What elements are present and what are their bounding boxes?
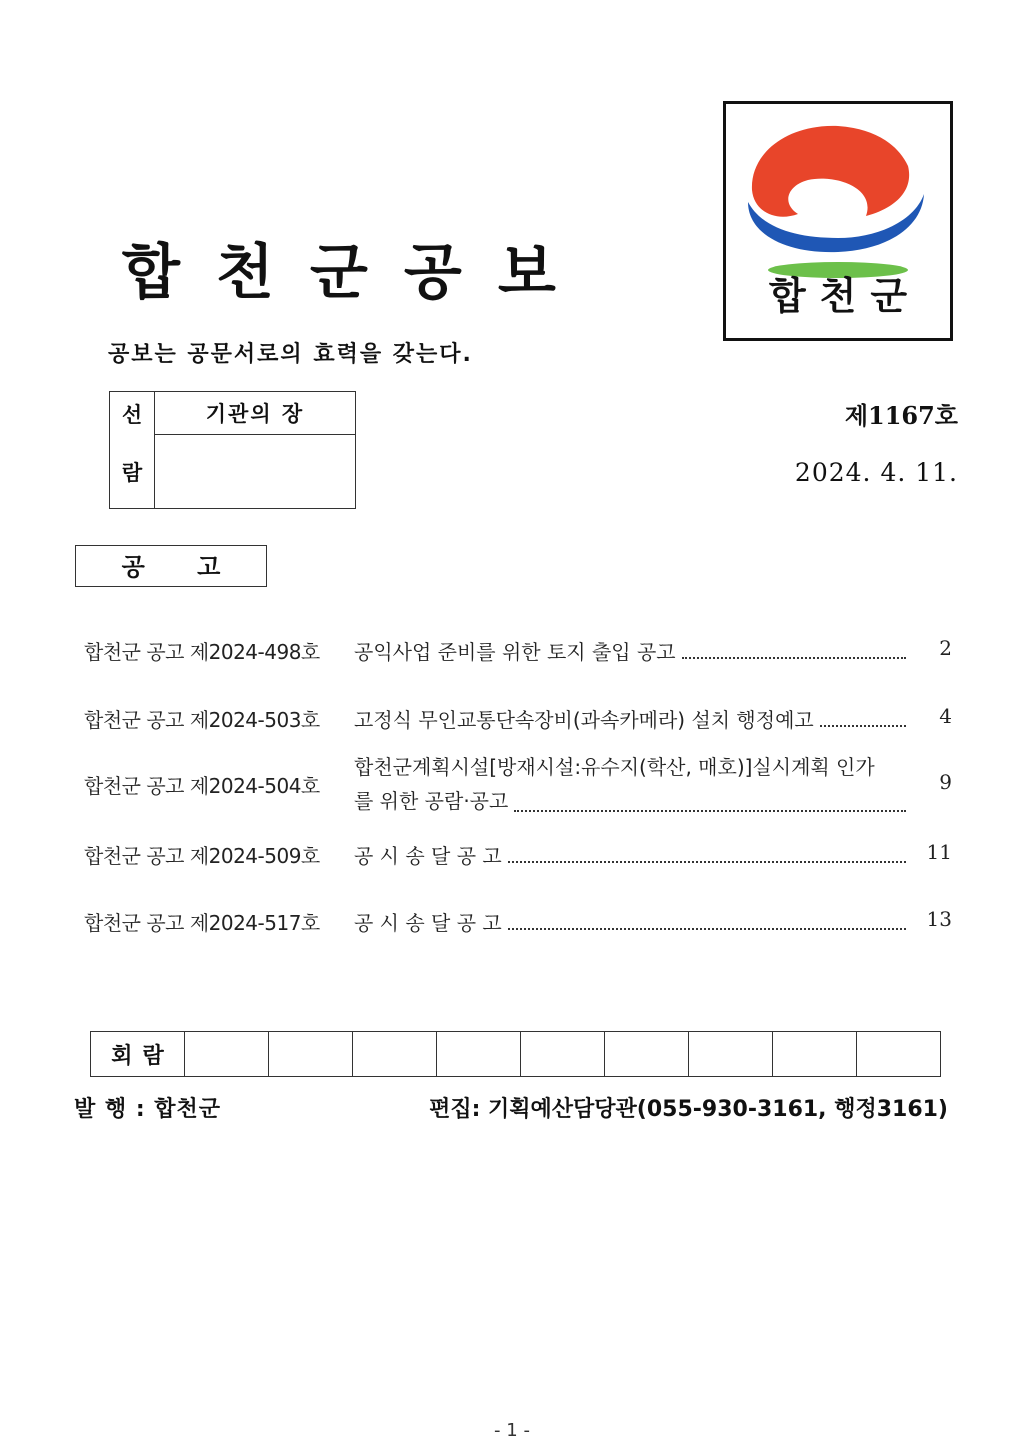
circulation-cell [857,1032,941,1077]
toc-title [354,704,906,733]
circulation-cell [185,1032,269,1077]
toc-leader [508,860,906,863]
reading-label-top: 선 [121,403,143,427]
toc-title [354,750,906,818]
toc-title-line1: 합천군계획시설[방재시설:유수지(학산, 매호)]실시계획 인가 [354,755,875,779]
toc-number: 합천군 공고 제2024-498호 [84,640,320,664]
toc-number: 합천군 공고 제2024-517호 [84,911,320,935]
toc-title-text: 공 시 송 달 공 고 [354,911,502,935]
toc-page: 2 [939,636,952,660]
reading-signature-cell [155,435,356,509]
reading-header: 기관의 장 [155,392,356,435]
circulation-table [90,1031,941,1077]
logo-text: 합천군 [768,274,922,318]
toc-title [354,840,906,869]
toc-page: 11 [926,840,952,864]
logo-red-swirl [752,126,909,217]
circulation-cell [269,1032,353,1077]
page-number: - 1 - [494,1420,530,1441]
section-title: 공 고 [75,545,267,587]
toc-page: 4 [939,704,952,728]
toc-title [354,907,906,936]
toc-title-text: 고정식 무인교통단속장비(과속카메라) 설치 행정예고 [354,708,814,732]
reading-label [110,392,155,509]
toc-page: 13 [926,907,952,931]
toc-title-line2-wrap [354,784,906,818]
toc-title-line2: 를 위한 공람·공고 [354,789,509,813]
reading-label-bottom: 람 [121,461,143,485]
toc-leader [508,927,906,930]
circulation-cell [437,1032,521,1077]
circulation-cell [773,1032,857,1077]
reading-box [109,391,356,509]
circulation-cell [521,1032,605,1077]
issue-number: 제1167호 [844,401,958,430]
editor-contact: 편집: 기획예산담당관(055-930-3161, 행정3161) [429,1097,948,1122]
toc-leader [514,809,906,812]
toc-page: 9 [939,770,952,794]
circulation-cell [689,1032,773,1077]
circulation-cell [605,1032,689,1077]
toc-number: 합천군 공고 제2024-509호 [84,844,320,868]
gazette-subtitle: 공보는 공문서로의 효력을 갖는다. [108,342,473,367]
toc-title [354,636,906,665]
toc-leader [820,724,906,727]
hapcheon-logo [723,101,953,341]
gazette-title: 합천군공보 [122,238,592,308]
issue-date: 2024. 4. 11. [794,458,958,487]
circulation-label: 회람 [91,1032,185,1077]
publisher: 발 행 : 합천군 [74,1097,222,1122]
toc-number: 합천군 공고 제2024-503호 [84,708,320,732]
toc-title-text: 공익사업 준비를 위한 토지 출입 공고 [354,640,676,664]
circulation-cell [353,1032,437,1077]
toc-title-text: 공 시 송 달 공 고 [354,844,502,868]
toc-leader [682,656,906,659]
toc-number: 합천군 공고 제2024-504호 [84,774,320,798]
